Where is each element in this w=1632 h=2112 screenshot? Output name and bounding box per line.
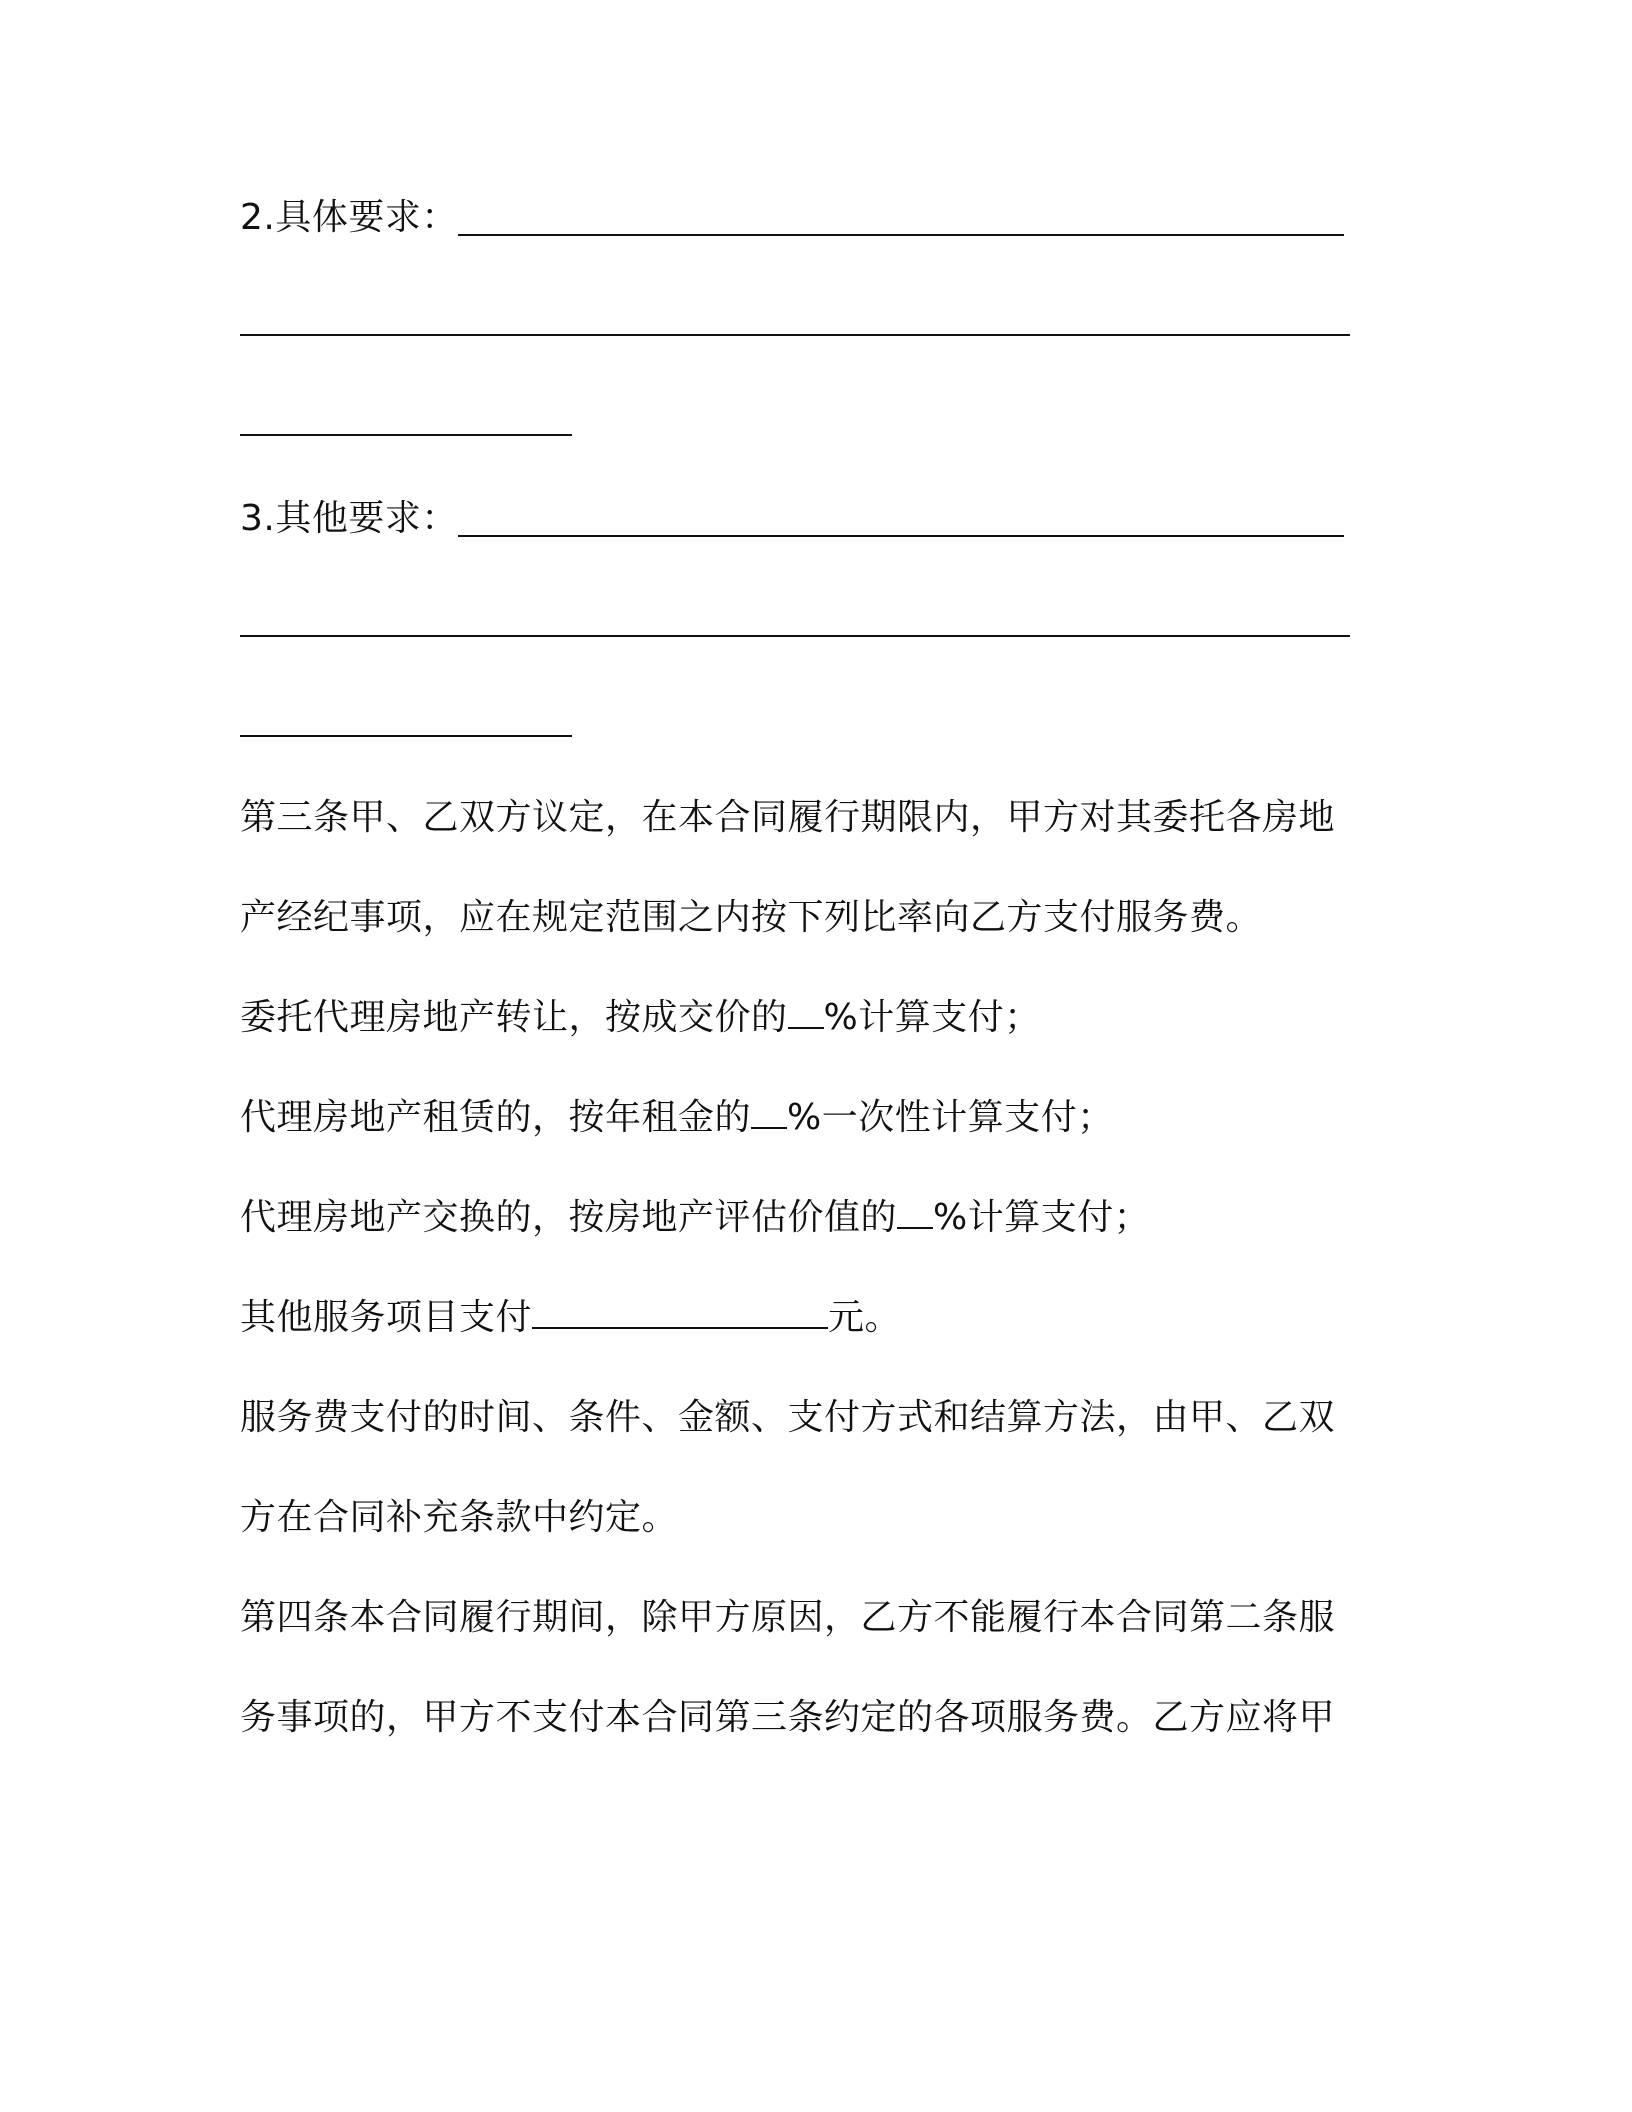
other-services-text: 其他服务项目支付 <box>240 1297 533 1338</box>
rate-exchange-suffix: %计算支付； <box>933 1197 1151 1238</box>
rate-lease-text: 代理房地产租赁的，按年租金的 <box>240 1097 752 1138</box>
payment-line-2: 方在合同补充条款中约定。 <box>240 1497 679 1538</box>
rate-exchange-blank <box>897 1197 933 1229</box>
rate-transfer-line <box>240 996 1041 1040</box>
item2-blank-line-1 <box>458 234 1344 236</box>
rate-lease-line <box>240 1096 1114 1140</box>
item3-blank-line-2 <box>240 635 1350 637</box>
article3-line-2: 产经纪事项，应在规定范围之内按下列比率向乙方支付服务费。 <box>240 897 1263 938</box>
other-services-suffix: 元。 <box>828 1297 902 1338</box>
item3-blank-line-3 <box>240 735 572 737</box>
item2-blank-line-3 <box>240 434 572 436</box>
rate-transfer-text: 委托代理房地产转让，按成交价的 <box>240 997 788 1038</box>
article4-line-2: 务事项的，甲方不支付本合同第三条约定的各项服务费。乙方应将甲 <box>240 1697 1336 1738</box>
item3-label: 3.其他要求： <box>240 498 458 539</box>
item3-blank-line-1 <box>458 535 1344 537</box>
rate-lease-suffix: %一次性计算支付； <box>787 1097 1114 1138</box>
item2-blank-line-2 <box>240 334 1350 336</box>
rate-transfer-blank <box>788 997 824 1029</box>
other-services-line <box>240 1296 901 1340</box>
payment-line-1: 服务费支付的时间、条件、金额、支付方式和结算方法，由甲、乙双 <box>240 1397 1336 1438</box>
rate-exchange-line <box>240 1196 1150 1240</box>
article4-line-1: 第四条本合同履行期间，除甲方原因，乙方不能履行本合同第二条服 <box>240 1597 1336 1638</box>
article3-line-1: 第三条甲、乙双方议定，在本合同履行期限内，甲方对其委托各房地 <box>240 797 1336 838</box>
item2-label: 2.具体要求： <box>240 197 458 238</box>
rate-lease-blank <box>751 1097 787 1129</box>
rate-transfer-suffix: %计算支付； <box>823 997 1041 1038</box>
rate-exchange-text: 代理房地产交换的，按房地产评估价值的 <box>240 1197 898 1238</box>
other-services-blank <box>532 1297 828 1329</box>
